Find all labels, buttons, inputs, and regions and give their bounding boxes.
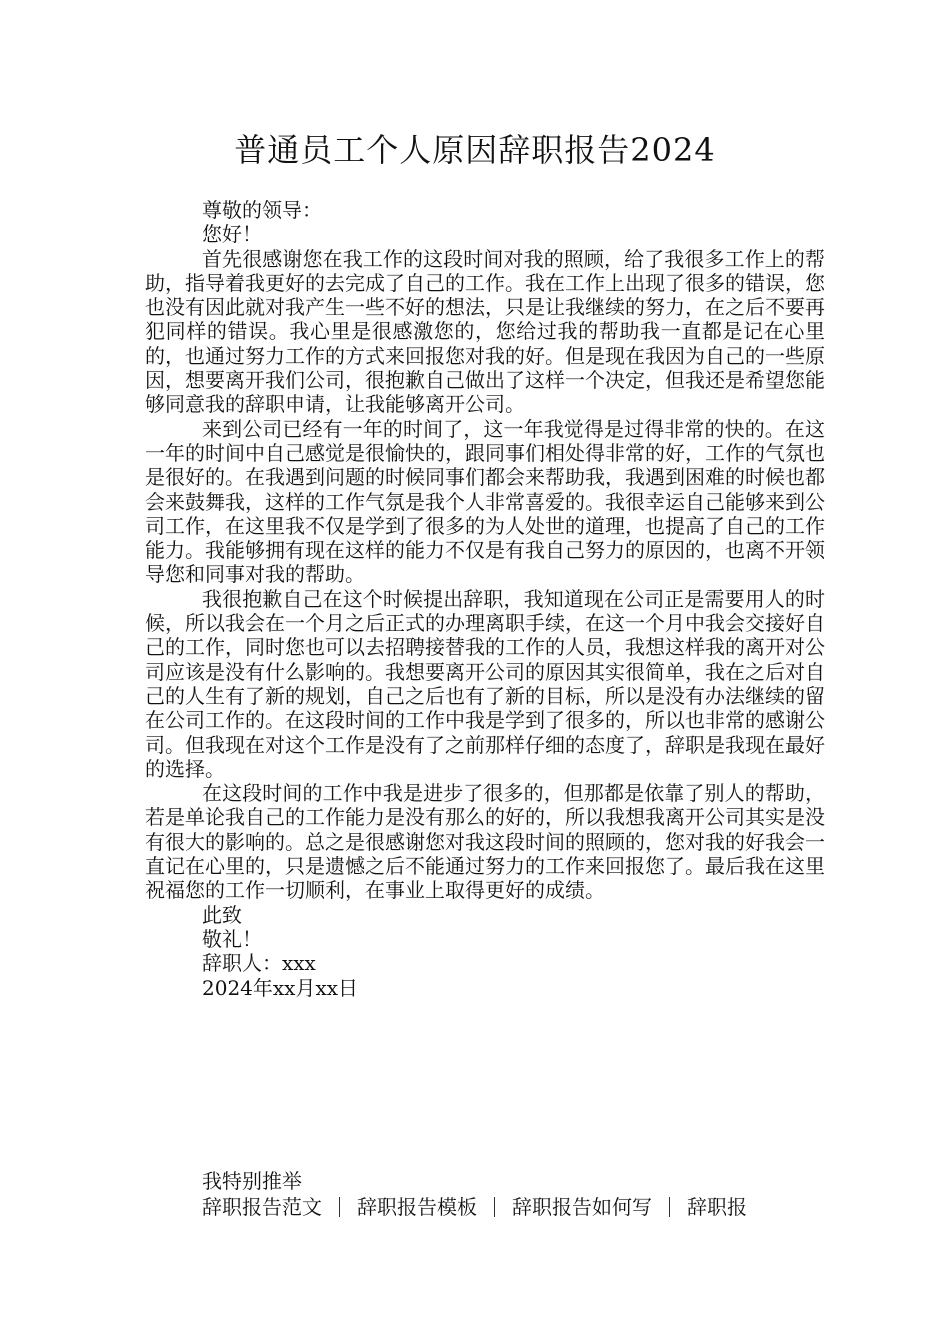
document-title: 普通员工个人原因辞职报告2024 (234, 131, 716, 169)
recommend-heading: 我特别推举 (202, 1169, 302, 1193)
greeting: 尊敬的领导： (202, 198, 322, 222)
closing-jingli: 敬礼！ (202, 926, 262, 951)
paragraph-2: 来到公司已经有一年的时间了，这一年我觉得是过得非常的快的。在这一年的时间中自己感觉是很愉快的，跟同事们相处得非常的好，工作的气氛也是很好的。在我遇到问题的时候同事们都会来帮助我，我遇到困难的时候也都会来鼓舞我，这样的工作气氛是我个人非常喜爱的。我很幸运自己能够来到公司工作，在这里我不仅是学到了很多的为人处世的道理，也提高了自己的工作能力。我能够拥有现在这样的能力不仅是有我自己努力的原因的，也离不开领导您和同事对我的帮助。 (145, 416, 825, 587)
letter-body (145, 198, 825, 1000)
paragraph-3: 我很抱歉自己在这个时候提出辞职，我知道现在公司正是需要用人的时候，所以我会在一个月之后正式的办理离职手续，在这一个月中我会交接好自己的工作，同时您也可以去招聘接替我的工作的人员，我想这样我的离开对公司应该是没有什么影响的。我想要离开公司的原因其实很简单，我在之后对自己的人生有了新的规划，自己之后也有了新的目标，所以是没有办法继续的留在公司工作的。在这段时间的工作中我是学到了很多的，所以也非常的感谢公司。但我现在对这个工作是没有了之前那样仔细的态度了，辞职是我现在最好的选择。 (145, 586, 825, 781)
date-line: 2024年xx月xx日 (202, 975, 359, 1000)
paragraph-1: 首先很感谢您在我工作的这段时间对我的照顾，给了我很多工作上的帮助，指导着我更好的去完成了自己的工作。我在工作上出现了很多的错误，您也没有因此就对我产生一些不好的想法，只是让我继续的努力，在之后不要再犯同样的错误。我心里是很感激您的，您给过我的帮助我一直都是记在心里的，也通过努力工作的方式来回报您对我的好。但是现在我因为自己的一些原因，想要离开我们公司，很抱歉自己做出了这样一个决定，但我还是希望您能够同意我的辞职申请，让我能够离开公司。 (145, 246, 825, 417)
link-resignation-template[interactable]: 辞职报告模板 (357, 1195, 477, 1219)
hello-line: 您好！ (202, 222, 262, 247)
closing-cizhi: 此致 (202, 902, 242, 927)
link-divider (494, 1197, 495, 1217)
link-resignation-truncated[interactable]: 辞职报 (687, 1195, 747, 1219)
link-divider (669, 1197, 670, 1217)
link-resignation-howto[interactable]: 辞职报告如何写 (512, 1195, 652, 1219)
link-divider (339, 1197, 340, 1217)
signer-line: 辞职人：xxx (202, 951, 316, 976)
recommend-links (202, 1194, 747, 1220)
paragraph-4: 在这段时间的工作中我是进步了很多的，但那都是依靠了别人的帮助，若是单论我自己的工作能力是没有那么的好的，所以我想我离开公司其实是没有很大的影响的。总之是很感谢您对我这段时间的照顾的，您对我的好我会一直记在心里的，只是遗憾之后不能通过努力的工作来回报您了。最后我在这里祝福您的工作一切顺利，在事业上取得更好的成绩。 (145, 781, 825, 903)
link-resignation-sample[interactable]: 辞职报告范文 (202, 1195, 322, 1219)
